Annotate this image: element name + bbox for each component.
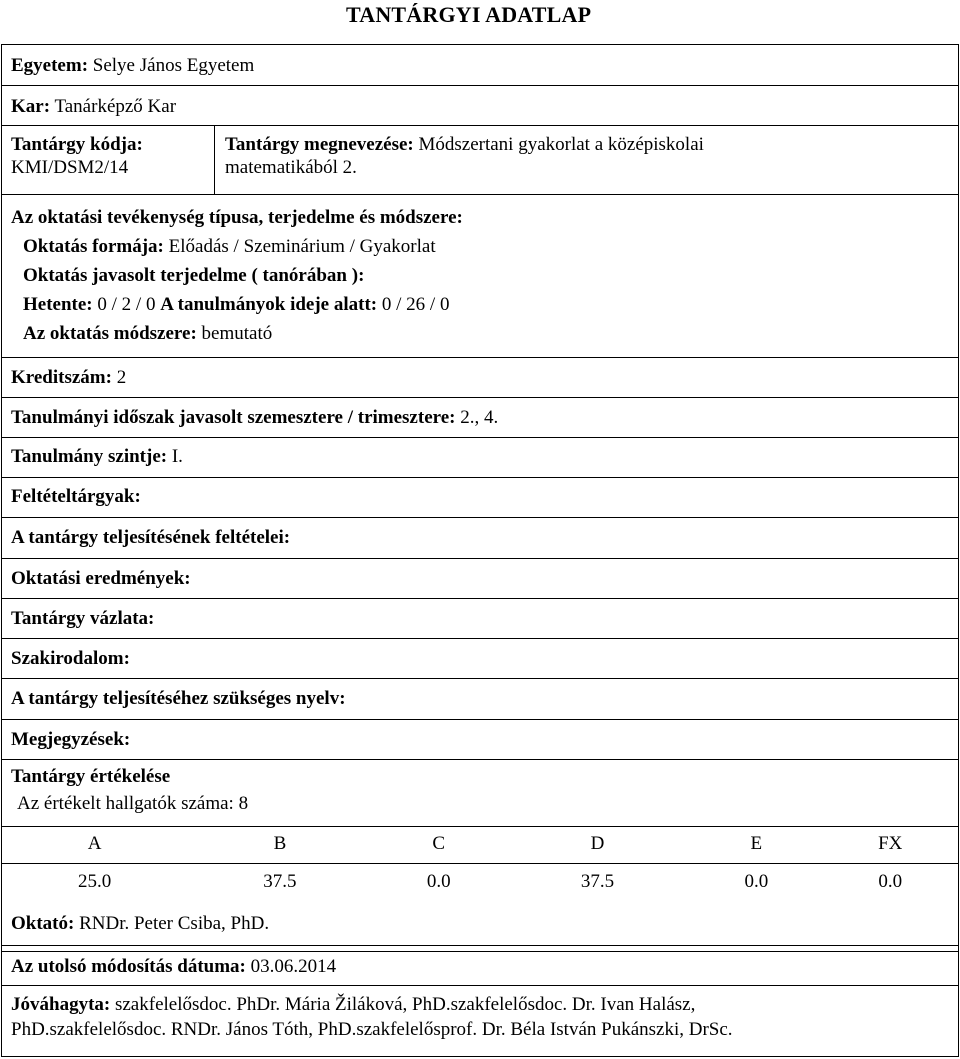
percent-cell: 37.5: [187, 864, 372, 902]
evaluation-count-value: 8: [238, 793, 249, 814]
faculty-row: [2, 86, 958, 126]
conditions-label: A tantárgy teljesítésének feltételei:: [11, 527, 291, 548]
activity-weekly-label: Hetente:: [23, 294, 93, 315]
grade-cell: FX: [823, 826, 958, 864]
course-name-cell: [215, 126, 958, 194]
semester-value: 2., 4.: [460, 407, 499, 428]
credits-label: Kreditszám:: [11, 367, 112, 388]
university-row: [2, 45, 958, 86]
credits-row: [2, 358, 958, 398]
grade-cell: B: [187, 826, 372, 864]
level-label: Tanulmány szintje:: [11, 446, 168, 467]
approved-label: Jóváhagyta:: [11, 994, 111, 1015]
credits-value: 2: [116, 367, 127, 388]
language-label: A tantárgy teljesítéséhez szükséges nyelv:: [11, 688, 346, 709]
approved-row: [2, 986, 958, 1056]
course-code-label: Tantárgy kódja:: [11, 134, 143, 155]
modified-row: [2, 946, 958, 986]
activity-method-label: Az oktatás módszere:: [23, 323, 197, 344]
evaluation-count-label: Az értékelt hallgatók száma:: [17, 793, 234, 814]
level-value: I.: [171, 446, 183, 467]
course-row: [2, 126, 958, 195]
grades-percent-row: [2, 864, 958, 902]
activity-weekly-value: 0 / 2 / 0: [97, 294, 156, 315]
grades-table: [2, 826, 958, 901]
evaluation-heading: Tantárgy értékelése: [11, 766, 171, 787]
level-row: [2, 438, 958, 478]
course-name-label: Tantárgy megnevezése:: [225, 134, 414, 155]
percent-cell: 0.0: [823, 864, 958, 902]
activity-period-value: 0 / 26 / 0: [381, 294, 450, 315]
prerequisites-label: Feltételtárgyak:: [11, 486, 141, 507]
course-sheet: [1, 44, 959, 1057]
activity-scope-label: Oktatás javasolt terjedelme ( tanórában ):: [23, 265, 365, 286]
semester-row: [2, 398, 958, 438]
faculty-label: Kar:: [11, 96, 51, 117]
grade-cell: A: [2, 826, 187, 864]
grades-header-row: [2, 826, 958, 864]
outcomes-label: Oktatási eredmények:: [11, 568, 191, 589]
percent-cell: 0.0: [690, 864, 822, 902]
course-name-value-line1: Módszertani gyakorlat a középiskolai: [418, 134, 704, 155]
activity-section: [2, 195, 958, 358]
activity-form-value: Előadás / Szeminárium / Gyakorlat: [168, 236, 436, 257]
page-title: TANTÁRGYI ADATLAP: [346, 2, 592, 27]
percent-cell: 25.0: [2, 864, 187, 902]
percent-cell: 37.5: [505, 864, 690, 902]
activity-form-label: Oktatás formája:: [23, 236, 164, 257]
course-code-cell: [2, 126, 215, 194]
grade-cell: C: [373, 826, 505, 864]
literature-label: Szakirodalom:: [11, 648, 130, 669]
literature-row: [2, 639, 958, 679]
prerequisites-row: [2, 478, 958, 518]
notes-row: [2, 720, 958, 760]
activity-method-value: bemutató: [201, 323, 273, 344]
grade-cell: E: [690, 826, 822, 864]
outcomes-row: [2, 559, 958, 599]
university-value: Selye János Egyetem: [92, 55, 255, 76]
teacher-value: RNDr. Peter Csiba, PhD.: [79, 913, 270, 934]
university-label: Egyetem:: [11, 55, 89, 76]
course-code-value: KMI/DSM2/14: [11, 156, 129, 178]
course-name-value-line2: matematikából 2.: [225, 156, 357, 178]
approved-value-line1: szakfelelősdoc. PhDr. Mária Žiláková, PhD.szakfelelősdoc. Dr. Ivan Halász,: [114, 994, 696, 1015]
activity-period-label: A tanulmányok ideje alatt:: [160, 294, 378, 315]
outline-row: [2, 599, 958, 639]
activity-heading: Az oktatási tevékenység típusa, terjedelme és módszere:: [11, 207, 463, 228]
notes-label: Megjegyzések:: [11, 729, 131, 750]
teacher-row: [2, 906, 958, 946]
faculty-value: Tanárképző Kar: [54, 96, 177, 117]
percent-cell: 0.0: [373, 864, 505, 902]
modified-value: 03.06.2014: [250, 956, 337, 977]
teacher-label: Oktató:: [11, 913, 75, 934]
approved-value-line2: PhD.szakfelelősdoc. RNDr. János Tóth, PhD.szakfelelősprof. Dr. Béla István Pukánszki, DrSc.: [11, 1019, 733, 1040]
modified-label: Az utolsó módosítás dátuma:: [11, 956, 246, 977]
grade-cell: D: [505, 826, 690, 864]
language-row: [2, 679, 958, 720]
outline-label: Tantárgy vázlata:: [11, 608, 155, 629]
conditions-row: [2, 518, 958, 559]
semester-label: Tanulmányi időszak javasolt szemesztere / trimesztere:: [11, 407, 456, 428]
